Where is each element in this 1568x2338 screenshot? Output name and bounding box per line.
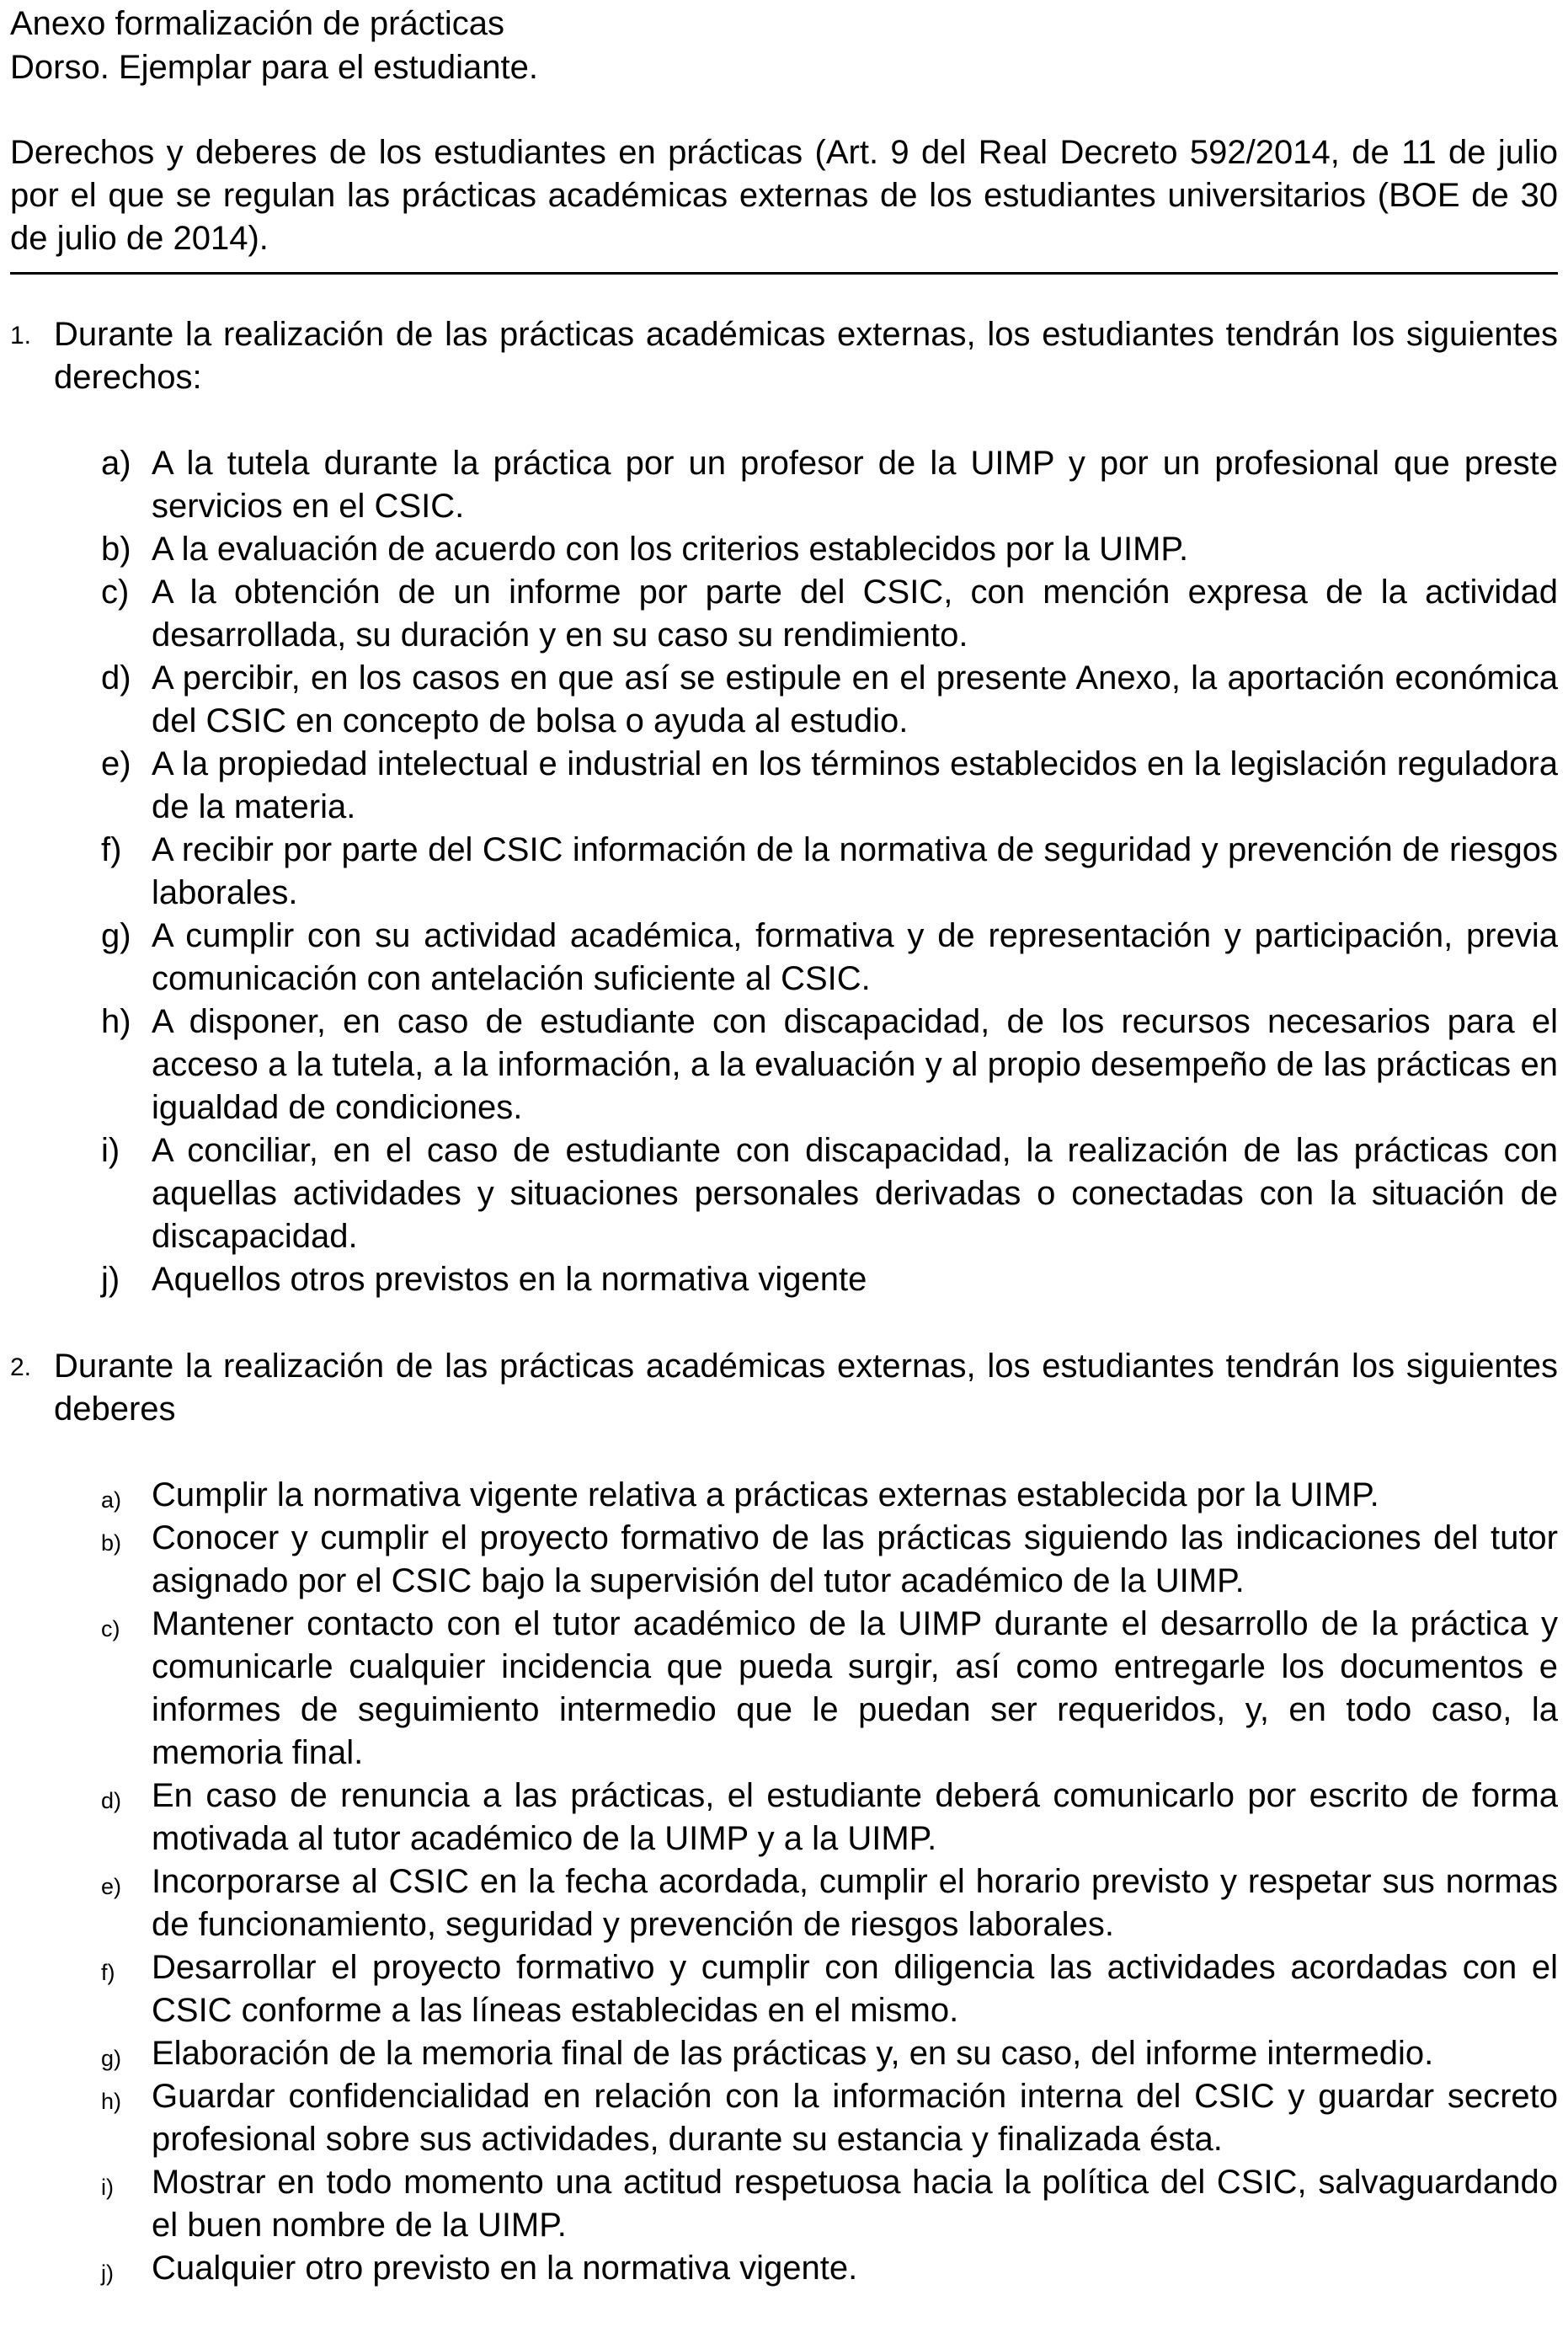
list-item-text: A disponer, en caso de estudiante con discapacidad, de los recursos necesarios para el acceso a la tutela, a la información, a la evaluación y al propio desempeño de las prácticas en igualdad de condiciones. <box>152 1003 1558 1126</box>
document-page <box>10 0 1558 2290</box>
list-item-text: Guardar confidencialidad en relación con la información interna del CSIC y guardar secreto profesional sobre sus actividades, durante su estancia y finalizada ésta. <box>152 2078 1558 2158</box>
list-item <box>10 442 1558 528</box>
list-item-text: Incorporarse al CSIC en la fecha acordada, cumplir el horario previsto y respetar sus normas de funcionamiento, seguridad y prevención de riesgos laborales. <box>152 1863 1558 1943</box>
list-item <box>10 2247 1558 2290</box>
list-item-letter: e) <box>101 745 131 782</box>
list-item-letter: a) <box>101 445 131 482</box>
list-item-text: A conciliar, en el caso de estudiante con discapacidad, la realización de las prácticas con aquellas actividades y situaciones personales derivadas o conectadas con la situación de discapacidad. <box>152 1132 1558 1255</box>
list-item-text: A percibir, en los casos en que así se estipule en el presente Anexo, la aportación económica del CSIC en concepto de bolsa o ayuda al estudio. <box>152 659 1558 739</box>
list-item-letter: e) <box>101 1874 122 1899</box>
list-item-letter: b) <box>101 531 131 568</box>
list-item <box>10 1603 1558 1775</box>
list-item-text: Elaboración de la memoria final de las prácticas y, en su caso, del informe intermedio. <box>152 2035 1434 2072</box>
list-item-text: Cualquier otro previsto en la normativa vigente. <box>152 2250 858 2287</box>
duties-list <box>10 1474 1558 2290</box>
list-item <box>10 1860 1558 1946</box>
section-duties <box>10 1345 1558 2290</box>
list-item <box>10 571 1558 657</box>
list-item-text: A la obtención de un informe por parte del CSIC, con mención expresa de la actividad desarrollada, su duración y en su caso su rendimiento. <box>152 574 1558 654</box>
horizontal-divider <box>10 272 1558 275</box>
header-title: Anexo formalización de prácticas <box>10 5 504 42</box>
list-item-letter: i) <box>101 2175 114 2200</box>
list-item-letter: h) <box>101 1003 131 1040</box>
list-item-letter: c) <box>101 1616 120 1641</box>
section-intro-text: Durante la realización de las prácticas académicas externas, los estudiantes tendrán los siguientes derechos: <box>54 316 1558 396</box>
rights-list <box>10 442 1558 1301</box>
list-item-letter: c) <box>101 574 130 611</box>
list-item-letter: h) <box>101 2089 122 2114</box>
list-item-letter: b) <box>101 1530 122 1556</box>
list-item-text: A la evaluación de acuerdo con los criterios establecidos por la UIMP. <box>152 531 1189 568</box>
list-item <box>10 2075 1558 2161</box>
list-item <box>10 2161 1558 2247</box>
list-item <box>10 1258 1558 1301</box>
list-item-text: A la propiedad intelectual e industrial en los términos establecidos en la legislación reguladora de la materia. <box>152 745 1558 825</box>
list-item <box>10 915 1558 1001</box>
list-item-text: A la tutela durante la práctica por un profesor de la UIMP y por un profesional que preste servicios en el CSIC. <box>152 445 1558 525</box>
list-item-text: A recibir por parte del CSIC información de la normativa de seguridad y prevención de riesgos laborales. <box>152 831 1558 911</box>
section-number: 1. <box>10 322 32 350</box>
list-item-text: Conocer y cumplir el proyecto formativo de las prácticas siguiendo las indicaciones del tutor asignado por el CSIC bajo la supervisión del tutor académico de la UIMP. <box>152 1519 1558 1599</box>
header-subtitle: Dorso. Ejemplar para el estudiante. <box>10 49 538 86</box>
list-item-letter: f) <box>101 831 122 868</box>
list-item <box>10 1001 1558 1129</box>
list-item-letter: j) <box>101 2261 114 2286</box>
list-item-letter: g) <box>101 2046 122 2071</box>
list-item-letter: j) <box>101 1261 120 1298</box>
list-item-letter: i) <box>101 1132 120 1169</box>
list-item-letter: d) <box>101 1788 122 1813</box>
list-item-letter: g) <box>101 917 131 954</box>
list-item <box>10 2032 1558 2075</box>
list-item-text: Mantener contacto con el tutor académico de la UIMP durante el desarrollo de la práctica y comunicarle cualquier incidencia que pueda surgir, así como entregarle los documentos e informes de seguimiento intermedio que le puedan ser requeridos, y, en todo caso, la memoria final. <box>152 1605 1558 1771</box>
list-item <box>10 657 1558 743</box>
intro-paragraph: Derechos y deberes de los estudiantes en prácticas (Art. 9 del Real Decreto 592/2014, de 11 de julio por el que se regulan las prácticas académicas externas de los estudiantes universitarios (BOE de 30 de julio de 2014). <box>10 134 1558 257</box>
list-item <box>10 1946 1558 2032</box>
list-item <box>10 1474 1558 1517</box>
list-item <box>10 528 1558 571</box>
document-header <box>10 0 1558 89</box>
list-item <box>10 743 1558 829</box>
list-item-letter: f) <box>101 1960 115 1985</box>
section-rights <box>10 313 1558 1301</box>
list-item-text: Aquellos otros previstos en la normativa vigente <box>152 1261 867 1298</box>
list-item-text: Cumplir la normativa vigente relativa a prácticas externas establecida por la UIMP. <box>152 1476 1379 1513</box>
list-item-text: En caso de renuncia a las prácticas, el estudiante deberá comunicarlo por escrito de forma motivada al tutor académico de la UIMP y a la UIMP. <box>152 1777 1558 1857</box>
list-item-letter: d) <box>101 659 131 697</box>
list-item-text: Desarrollar el proyecto formativo y cumplir con diligencia las actividades acordadas con el CSIC conforme a las líneas establecidas en el mismo. <box>152 1949 1558 2029</box>
section-number: 2. <box>10 1353 32 1381</box>
section-intro-text: Durante la realización de las prácticas académicas externas, los estudiantes tendrán los siguientes deberes <box>54 1348 1558 1428</box>
list-item <box>10 1517 1558 1603</box>
list-item-letter: a) <box>101 1487 122 1513</box>
list-item <box>10 829 1558 915</box>
list-item-text: A cumplir con su actividad académica, formativa y de representación y participación, previa comunicación con antelación suficiente al CSIC. <box>152 917 1558 997</box>
list-item <box>10 1129 1558 1258</box>
list-item-text: Mostrar en todo momento una actitud respetuosa hacia la política del CSIC, salvaguardando el buen nombre de la UIMP. <box>152 2164 1558 2244</box>
list-item <box>10 1775 1558 1860</box>
